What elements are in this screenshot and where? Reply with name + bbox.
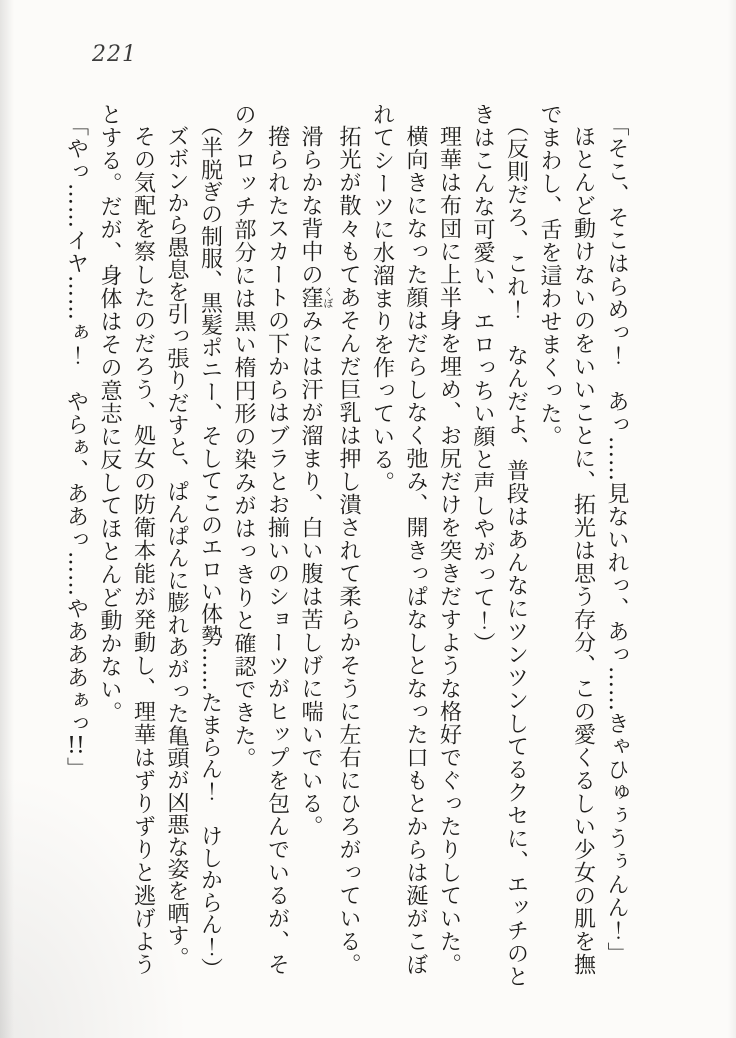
paragraph-dialogue: 「そこ、そこはらめっ！ あっ……見ないれっ、あっ……きゃひゅぅうぅんん！」 xyxy=(604,114,629,965)
text-block xyxy=(59,103,633,991)
paragraph-thought: （半脱ぎの制服、黒髪ポニー、そしてこのエロい体勢……たまらん！ けしからん！） xyxy=(197,114,223,980)
paragraph-thought: （反則だろ、これ！ なんだよ、普段はあんなにツンツンしてるクセに、エッチのときはこんな可愛い、エロっちい顔と声しやがって！） xyxy=(470,103,529,988)
paragraph-narration: その気配を察したのだろう、処女の防衛本能が発動し、理華はずりずりと逃げようとする。だが、身体はその意志に反してほとんど動かない。 xyxy=(97,103,156,976)
paragraph-narration: 横向きになった顔はだらしなく弛み、開きっぱなしとなった口もとからは涎がこぼれてシーツに水溜まりを作っている。 xyxy=(369,103,428,976)
paragraph-narration: 理華は布団に上半身を埋め、お尻だけを突きだすような格好でぐったりしていた。 xyxy=(436,125,462,976)
paragraph-narration: 拓光が散々もてあそんだ巨乳は押し潰されて柔らかそうに左右にひろがっている。 xyxy=(336,125,361,976)
furigana-reading: くぼ xyxy=(321,286,332,309)
paragraph-narration: ズボンから愚息を引っ張りだすと、ぱんぱんに膨れあがった亀頭が凶悪な姿を晒す。 xyxy=(164,125,189,969)
page-number: 221 xyxy=(92,42,137,67)
paragraph-narration: 滑らかな背中の窪くぼみには汗が溜まり、白い腹は苦しげに喘いでいる。 xyxy=(298,125,332,838)
paragraph-dialogue: 「やっ……イヤ……ぁ！ やらぁ、ああっ……やあああぁっ!!」 xyxy=(63,114,89,780)
paragraph-narration: 捲られたスカートの下からはブラとお揃いのショーツがヒップを包んでいるが、そのクロッチ部分には黒い楕円形の染みがはっきりと確認できた。 xyxy=(231,103,290,976)
tate-chu-yoko-exclamation: !! xyxy=(67,735,85,757)
furigana-base: 窪くぼ xyxy=(298,286,332,309)
paragraph-narration: ほとんど動けないのをいいことに、拓光は思う存分、この愛くるしい少女の肌を撫でまわし、舌を這わせまくった。 xyxy=(537,103,596,976)
